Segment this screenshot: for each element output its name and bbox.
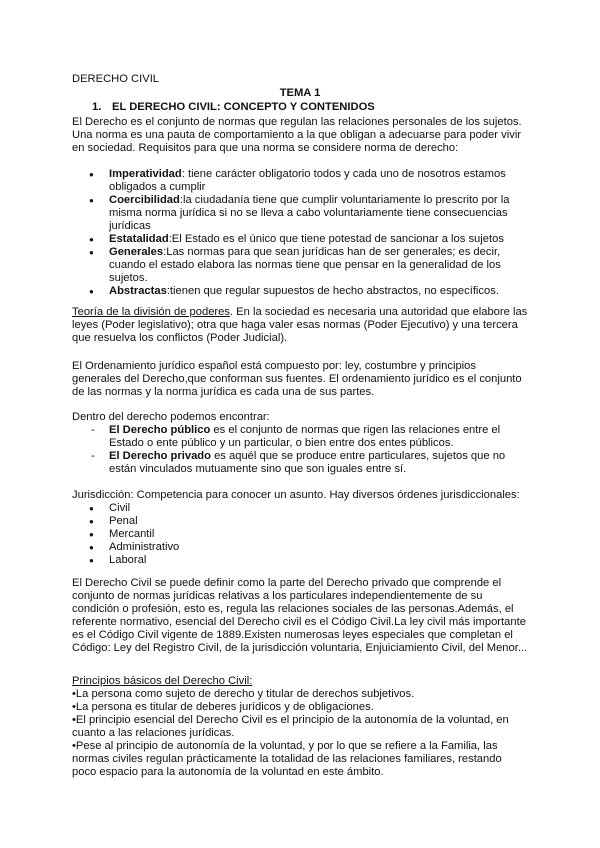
list-item: ● Mercantil	[72, 528, 528, 541]
requisito-text: :Las normas para que sean jurídicas han de ser generales; es decir, cuando el estado elabora las normas tiene que pensar en la generalidad de los sujetos.	[109, 246, 501, 284]
list-item: •El principio esencial del Derecho Civil es el principio de la autonomía de la voluntad, en cuanto a las relaciones jurídicas.	[72, 714, 509, 739]
list-item: •Pese al principio de autonomía de la voluntad, y por lo que se refiere a la Familia, las normas civiles regulan prácticamente la totalidad de las relaciones familiares, restando poco espacio para la autonomía de la voluntad en este ámbito.	[72, 740, 502, 778]
ordenes-list	[72, 502, 528, 567]
requisitos-list	[72, 168, 528, 298]
list-item: ● Laboral	[72, 554, 528, 567]
tipo-term: El Derecho privado	[109, 450, 211, 462]
tipo-text: es el conjunto de normas que rigen las relaciones entre el Estado o ente público y un particular, o bien entre dos entes públicos.	[109, 424, 501, 449]
tipo-term: El Derecho público	[109, 424, 211, 436]
tipo-text: es aquél que se produce entre particulares, sujetos que no están vinculados mutuamente sino que son iguales entre sí.	[109, 450, 506, 475]
list-item	[72, 246, 528, 285]
document-header: DERECHO CIVIL	[72, 73, 160, 85]
list-item: •La persona es titular de deberes jurídicos y de obligaciones.	[72, 701, 374, 713]
list-item: •La persona como sujeto de derecho y titular de derechos subjetivos.	[72, 688, 415, 700]
section-number: 1.	[92, 101, 102, 113]
list-item: ● Administrativo	[72, 541, 528, 554]
tema-title: TEMA 1	[279, 87, 321, 99]
list-item: ● Civil	[72, 502, 528, 515]
requisito-text: :tienen que regular supuestos de hecho abstractos, no específicos.	[166, 285, 499, 297]
list-item	[72, 285, 528, 298]
list-item	[72, 168, 528, 194]
requisito-term: Generales	[109, 246, 164, 258]
section-title	[92, 101, 375, 114]
list-item	[72, 233, 528, 246]
tipos-list	[72, 424, 528, 476]
derecho-civil-paragraph: El Derecho Civil se puede definir como la parte del Derecho privado que comprende el conjunto de normas jurídicas relativas a los particulares independientemente de su condición o profesión, esto es, regula las relaciones sociales de las personas.Además, el referente normativo, esencial del Derecho civil es el Código Civil.La ley civil más importante es el Código Civil vigente de 1889.Existen numerosas leyes especiales que completan el Código: Ley del Registro Civil, de la jurisdicción voluntaria, Enjuiciamiento Civil, del Menor...	[72, 577, 528, 654]
requisito-term: Imperatividad	[109, 168, 182, 180]
requisito-text: :la ciudadanía tiene que cumplir voluntariamente lo prescrito por la misma norma jurídica si no se lleva a cabo voluntariamente tiene consecuencias jurídicas	[109, 194, 510, 232]
principios-title: Principios básicos del Derecho Civil:	[72, 675, 253, 687]
jurisdiccion-paragraph: Jurisdicción: Competencia para conocer un asunto. Hay diversos órdenes jurisdiccionales:	[72, 489, 520, 501]
ordenamiento-paragraph: El Ordenamiento jurídico español está compuesto por: ley, costumbre y principios generales del Derecho,que conforman sus fuentes. El ordenamiento jurídico es el conjunto de las normas y la norma jurídica es cada una de sus partes.	[72, 360, 522, 398]
list-item	[72, 194, 528, 233]
intro-paragraph: El Derecho es el conjunto de normas que regulan las relaciones personales de los sujetos. Una norma es una pauta de comportamiento a la que obligan a adecuarse para poder vivir en sociedad. Requisitos para que una norma se considere norma de derecho:	[72, 116, 522, 154]
principios-section	[72, 675, 528, 779]
requisito-text: : tiene carácter obligatorio todos y cada uno de nosotros estamos obligados a cumplir	[109, 168, 506, 193]
list-item	[72, 450, 528, 476]
list-item: ● Penal	[72, 515, 528, 528]
teoria-text: . En la sociedad es necesaria una autoridad que elabore las leyes (Poder legislativo); otra que haga valer esas normas (Poder Ejecutivo) y una tercera que resuelva los conflictos (Poder Judicial).	[72, 306, 528, 344]
requisito-term: Coercibilidad	[109, 194, 180, 206]
section-title-text: EL DERECHO CIVIL: CONCEPTO Y CONTENIDOS	[112, 101, 375, 113]
requisito-term: Estatalidad	[109, 233, 169, 245]
dentro-paragraph: Dentro del derecho podemos encontrar:	[72, 411, 270, 423]
teoria-paragraph	[72, 306, 528, 345]
requisito-term: Abstractas	[109, 285, 167, 297]
requisito-text: :El Estado es el único que tiene potestad de sancionar a los sujetos	[168, 233, 504, 245]
list-item	[72, 424, 528, 450]
teoria-title: Teoría de la división de poderes	[72, 306, 230, 318]
